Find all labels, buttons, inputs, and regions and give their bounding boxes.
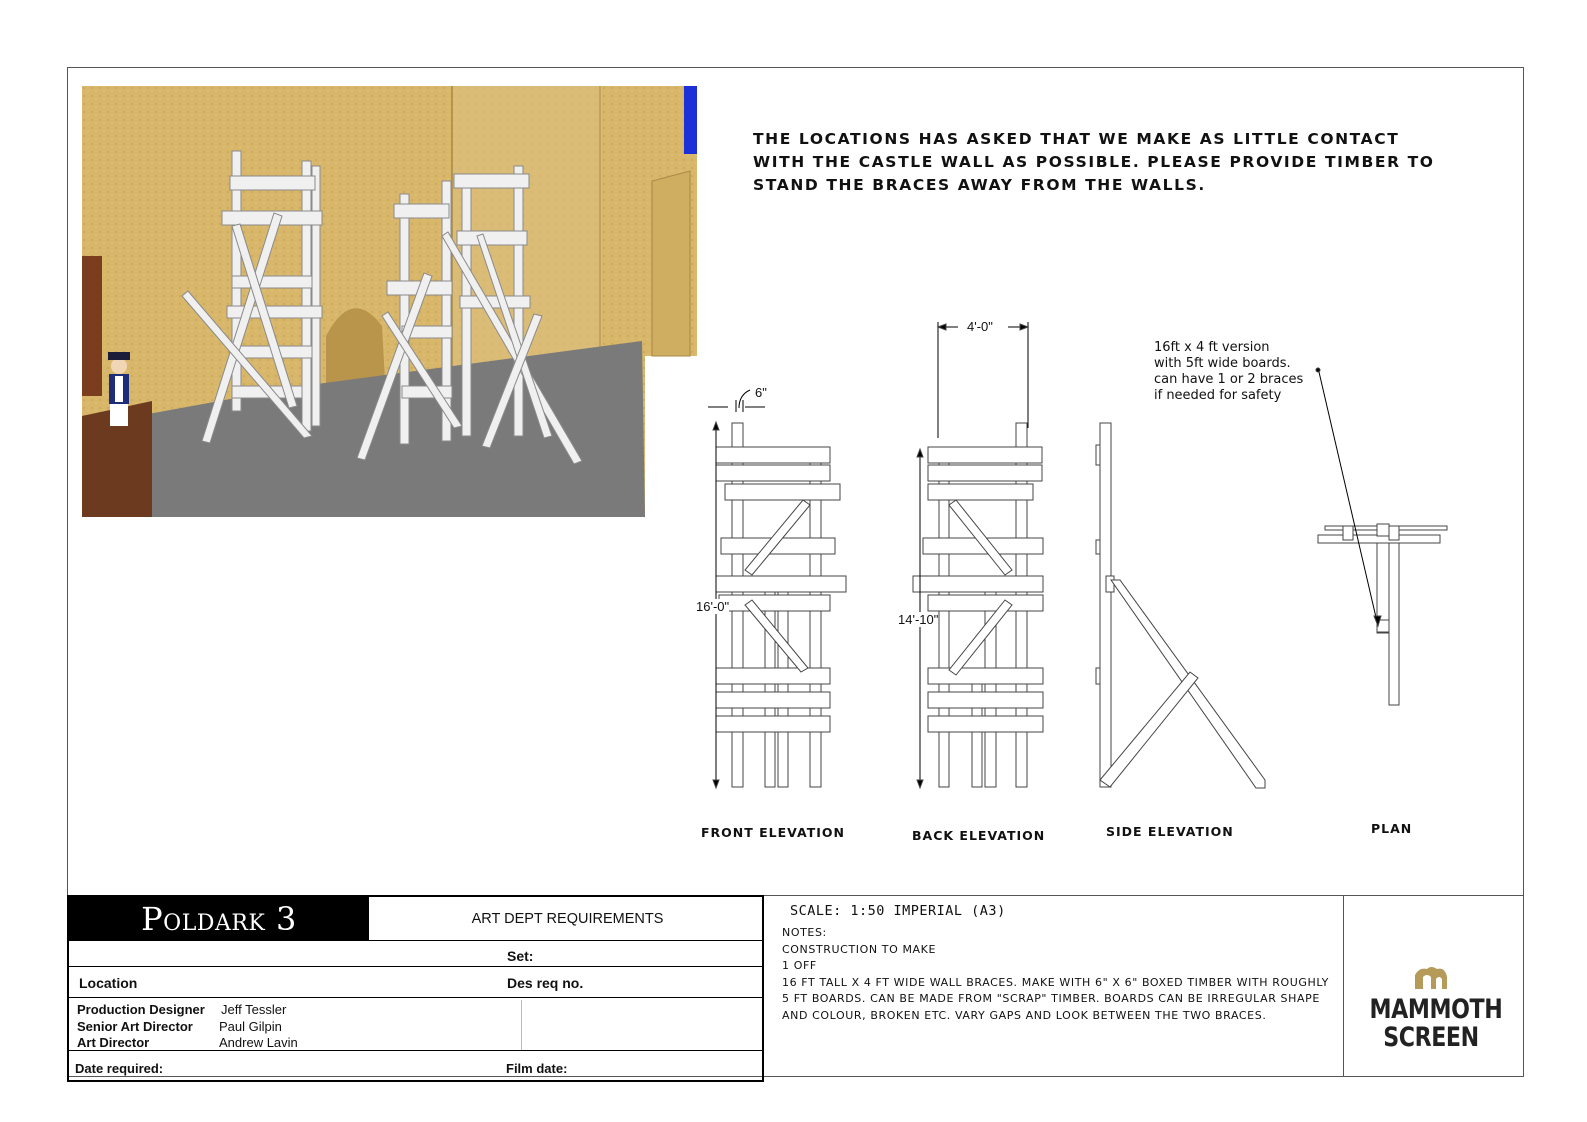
- front-elevation-label: FRONT ELEVATION: [701, 825, 845, 840]
- mammoth-icon: [1411, 965, 1451, 991]
- back-elevation-drawing: [913, 322, 1043, 788]
- senior-art-director-name: Paul Gilpin: [219, 1019, 282, 1034]
- notes-line: CONSTRUCTION TO MAKE: [782, 942, 937, 956]
- logo-text-line: MAMMOTH: [1369, 994, 1503, 1025]
- plan-label: PLAN: [1371, 821, 1413, 836]
- requirements-title: ART DEPT REQUIREMENTS: [471, 911, 664, 927]
- construction-notes: [782, 925, 1332, 1024]
- notice-line: STAND THE BRACES AWAY FROM THE WALLS.: [753, 176, 1206, 194]
- divider: [69, 1050, 764, 1051]
- braces-render-image: [82, 86, 697, 517]
- logo-text-line: SCREEN: [1383, 1022, 1479, 1053]
- front-elevation-drawing: [708, 390, 846, 788]
- art-director-label: Art Director: [77, 1035, 150, 1050]
- dim-height-16-label: 16'-0": [696, 599, 730, 614]
- dim-timber-label: 6": [755, 385, 767, 400]
- date-required-label: Date required:: [75, 1061, 164, 1076]
- senior-art-director-label: Senior Art Director: [77, 1019, 193, 1034]
- plan-drawing: [1316, 368, 1447, 705]
- mammoth-screen-logo: [1356, 965, 1506, 1060]
- blue-panel: [684, 86, 697, 154]
- notice-line: WITH THE CASTLE WALL AS POSSIBLE. PLEASE PROVIDE TIMBER TO: [753, 153, 1435, 171]
- des-req-label: Des req no.: [507, 975, 584, 991]
- back-elevation-label: BACK ELEVATION: [912, 828, 1046, 843]
- location-notice: [753, 128, 1473, 197]
- production-designer-label: Production Designer: [77, 1002, 205, 1017]
- film-date-label: Film date:: [506, 1061, 568, 1076]
- divider: [521, 1000, 522, 1050]
- set-label: Set:: [507, 948, 534, 964]
- divider: [69, 966, 764, 967]
- art-director-name: Andrew Lavin: [219, 1035, 298, 1050]
- side-elevation-label: SIDE ELEVATION: [1106, 824, 1234, 839]
- dim-height-14-label: 14'-10": [898, 612, 939, 627]
- technical-drawings: [690, 300, 1480, 860]
- notes-heading: NOTES:: [782, 926, 827, 939]
- notes-line: 1 OFF: [782, 959, 817, 972]
- side-elevation-drawing: [1096, 423, 1265, 788]
- plan-callout-note: 16ft x 4 ft version with 5ft wide boards. can have 1 or 2 braces if needed for safety: [1154, 340, 1304, 403]
- notice-line: THE LOCATIONS HAS ASKED THAT WE MAKE AS LITTLE CONTACT: [753, 130, 1400, 148]
- divider: [1343, 896, 1344, 1076]
- location-label: Location: [79, 975, 138, 991]
- title-block: [67, 895, 764, 1082]
- dim-width-label: 4'-0": [967, 319, 993, 334]
- scale-text: SCALE: 1:50 IMPERIAL (A3): [790, 903, 1006, 919]
- divider: [69, 997, 764, 998]
- production-designer-name: Jeff Tessler: [221, 1002, 287, 1017]
- show-title: Poldark 3: [69, 897, 369, 941]
- notes-line: 16 FT TALL X 4 FT WIDE WALL BRACES. MAKE WITH 6" X 6" BOXED TIMBER WITH ROUGHLY 5 FT BOARDS. CAN BE MADE FROM "SCRAP" TIMBER. BOARDS CAN BE IRREGULAR SHAPE AND COLOUR, BROKEN ETC. VARY GAPS AND LOOK BETWEEN THE TWO BRACES.: [782, 975, 1329, 1022]
- divider: [69, 940, 764, 941]
